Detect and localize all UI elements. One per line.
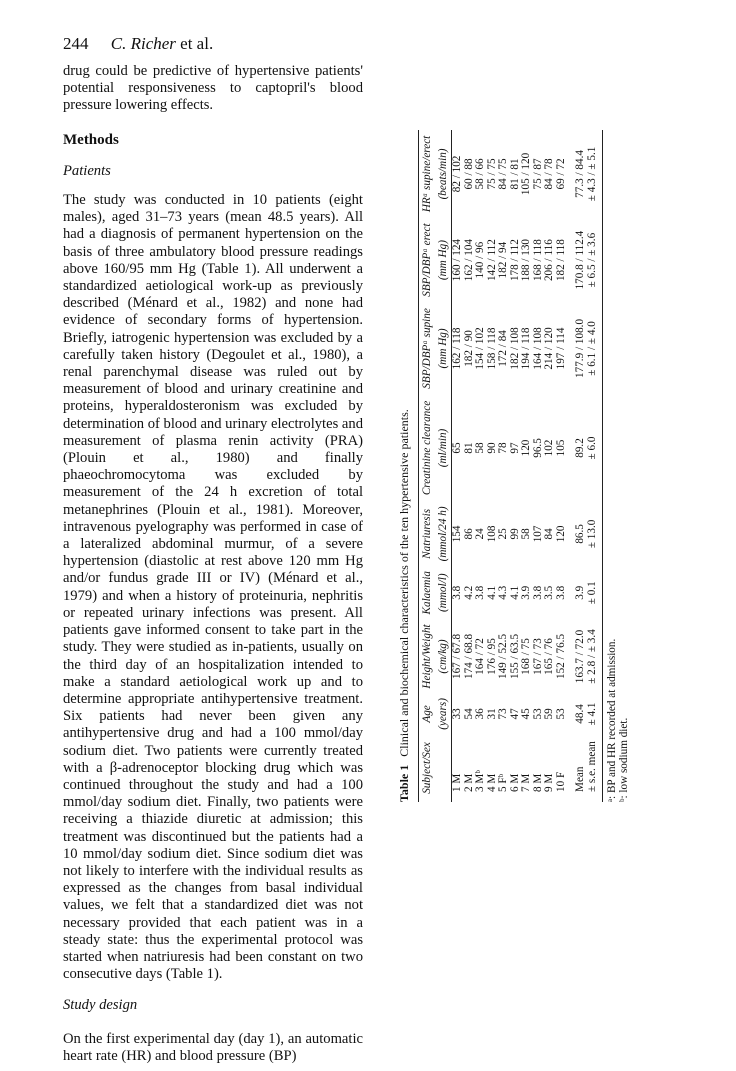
table-cell: 53	[531, 708, 544, 720]
column-unit: (years)	[435, 694, 452, 734]
table-cell: 5 Fᵇ	[497, 773, 509, 792]
table-cell: 165 / 76	[543, 638, 555, 675]
page-number: 244	[63, 34, 89, 53]
table-cell: 188 / 130	[520, 238, 532, 282]
table-caption-text: Clinical and biochemical characteristics of the ten hypertensive patients.	[397, 409, 411, 757]
author-name: C. Richer	[110, 34, 176, 53]
table-cell: 107	[531, 525, 544, 543]
table-cell: 58	[520, 528, 532, 540]
table-cell: 162 / 118	[451, 327, 463, 370]
mean-row	[575, 130, 587, 802]
table-cell: 81 / 81	[508, 158, 521, 190]
table-cell: 3 Mᵇ	[474, 770, 486, 792]
table-cell: 182 / 94	[497, 241, 509, 279]
table-cell: 2 M	[462, 773, 475, 792]
table-cell: 99	[508, 528, 521, 540]
table-caption	[397, 130, 412, 802]
column-header: Height/Weight	[419, 619, 436, 694]
table-cell: 3.5	[543, 585, 555, 600]
table-cell: 108	[485, 525, 498, 543]
table-row	[487, 130, 499, 802]
table-cell: 7 M	[520, 773, 532, 792]
table-cell: 194 / 118	[520, 327, 532, 370]
table-cell: ± 6.0	[587, 395, 603, 502]
study-design-heading: Study design	[63, 997, 138, 1014]
table-row	[556, 130, 568, 802]
patients-paragraph	[63, 192, 363, 983]
table-cell: 53	[554, 708, 567, 720]
table-cell: 182 / 118	[554, 239, 567, 282]
table-cell: ± 4.1	[587, 694, 603, 734]
table-cell: 58	[474, 442, 486, 454]
table-cell: 8 M	[531, 773, 544, 792]
table-cell: 60 / 88	[462, 158, 475, 190]
table-row	[544, 130, 556, 802]
table-cell: ± 6.1 / ± 4.0	[587, 302, 603, 394]
intro-paragraph	[63, 63, 363, 115]
table-cell: 54	[462, 708, 475, 720]
table-cell: 3.9	[520, 585, 532, 600]
column-header: Subject/Sex	[419, 734, 436, 802]
table-cell: 206 / 116	[543, 239, 555, 282]
table-cell: 75 / 87	[531, 158, 544, 190]
table-cell: 155 / 63.5	[508, 633, 521, 679]
table-cell: 182 / 90	[462, 330, 475, 367]
table-cell: 105 / 120	[520, 152, 532, 196]
patients-text: The study was conducted in 10 patients (eight males), aged 31–73 years (mean 48.5 years). All had a diagnosis of permanent hypertension on the basis of three ambulatory blood pressure readings above 160/95 mm Hg (Table 1). All underwent a standardized aetiological work-up as previously described (Ménard et al., 1982) and none had evidence of secondary forms of hypertension. Briefly, iatrogenic hypertension was excluded by a carefully taken history (Degoulet et al., 1980), a renal parenchymal disease was ruled out by measurement of blood and urinary creatinine and proteins, hyperaldosteronism was excluded by determination of blood and urinary electrolytes and measurement of plasma renin activity (PRA) (Plouin et al., 1980) and finally phaeochromocytoma was excluded by measurement of the 24 h excretion of total metanephrines (Plouin et al., 1981). Moreover, intravenous pyelography was performed in case of a lateralized abdominal murmur, of a severe hypertension (diastolic at rest above 120 mm Hg and/or fundus grade III or IV) (Ménard et al., 1979) and when a history of proteinuria, nephritis or repeated urinary infections was present. All patients gave informed consent to take part in the study. They were studied as in-patients, usually on the third day of an hospitalization intended to make a standard aetiological work up and to determine appropriate antihypertensive treatment. Six patients had never been given any antihypertensive drug and had a 100 mmol/day sodium diet. Two patients were currently treated with a β-adrenoceptor blocking drug which was continued throughout the study and had a 100 mmol/day sodium diet. Finally, two patients were receiving a thiazide diuretic at admission; this treatment was discontinued but the patients had a 10 mmol/day sodium diet. Since sodium diet was not likely to interfere with the individual results as expressed as the changes from basal individual values, we felt that a standardized diet was not necessary provided that each patient was in a steady state: thus the experimental protocol was started when natriuresis had been constant on two consecutive days (Table 1).	[63, 192, 363, 983]
column-unit: (mm Hg)	[435, 302, 452, 394]
table-cell: 31	[485, 708, 498, 720]
table-cell: 160 / 124	[451, 238, 463, 282]
table-cell: 178 / 112	[508, 239, 521, 282]
column-header: Age	[419, 694, 436, 734]
table-cell: 3.8	[451, 585, 463, 600]
column-header: SBP/DBPᵃ erect	[419, 218, 436, 302]
column-unit: (mmol/24 h)	[435, 501, 452, 566]
table-cell: 105	[554, 439, 567, 457]
table-cell: 158 / 118	[485, 327, 498, 370]
author-suffix: et al.	[180, 34, 214, 53]
table-row	[521, 130, 533, 802]
table-cell: 82 / 102	[451, 155, 463, 193]
table-label: Table 1	[397, 764, 411, 802]
table-cell: 4 M	[485, 773, 498, 792]
table-cell: 3.8	[474, 585, 486, 600]
table-cell: 197 / 114	[554, 327, 567, 370]
table-cell: 154	[451, 525, 463, 543]
column-unit: (cm/kg)	[435, 619, 452, 694]
table-cell: 86	[462, 528, 475, 540]
table-cell: 167 / 73	[531, 638, 544, 675]
table-cell: 3.8	[554, 585, 567, 600]
table-cell: 182 / 108	[508, 327, 521, 370]
table-cell: ± 4.3 / ± 5.1	[587, 130, 603, 218]
table-cell: 177.9 / 108.0	[574, 318, 586, 378]
table-row	[464, 130, 476, 802]
table-cell: 164 / 108	[531, 327, 544, 370]
table-cell: 4.3	[497, 585, 509, 600]
table-cell: 102	[543, 439, 555, 457]
table-cell: 45	[520, 708, 532, 720]
table-cell: 73	[497, 708, 509, 720]
table-cell: 84	[543, 528, 555, 540]
column-unit: (ml/min)	[435, 395, 452, 502]
table-cell: 1 M	[451, 773, 463, 792]
table-cell: ± 6.5 / ± 3.6	[587, 218, 603, 302]
table-cell: 89.2	[574, 438, 586, 458]
footnote-b: ᵇ: low sodium diet.	[618, 717, 630, 802]
table-cell: 59	[543, 708, 555, 720]
table-cell: 167 / 67.8	[451, 633, 463, 679]
running-header	[63, 34, 213, 54]
running-author	[111, 34, 213, 53]
table-cell: 6 M	[508, 773, 521, 792]
column-header: Creatinine clearance	[419, 395, 436, 502]
table-cell: 65	[451, 442, 463, 454]
table-cell: ± 0.1	[587, 566, 603, 619]
table-cell: 77.3 / 84.4	[574, 150, 586, 198]
table-cell: ± s.e. mean	[587, 734, 603, 802]
table-cell: 90	[485, 442, 498, 454]
table-cell: 3.9	[574, 585, 586, 600]
table-cell: 81	[462, 442, 475, 454]
table-cell: 120	[520, 439, 532, 457]
table-cell: 84 / 75	[497, 158, 509, 190]
table-cell: 174 / 68.8	[462, 633, 475, 679]
column-unit: (mm Hg)	[435, 218, 452, 302]
table-cell: 97	[508, 442, 521, 454]
column-unit: (beats/min)	[435, 130, 452, 218]
table-cell: ± 13.0	[587, 501, 603, 566]
column-header: Kalaemia	[419, 566, 436, 619]
table-row	[533, 130, 545, 802]
methods-heading: Methods	[63, 131, 119, 148]
table-cell: 78	[497, 442, 509, 454]
table-cell: 4.1	[508, 585, 521, 600]
column-header: HRᵃ supine/erect	[419, 130, 436, 218]
table-cell: 176 / 95	[485, 638, 498, 675]
characteristics-table	[418, 130, 603, 802]
table-cell: 140 / 96	[474, 241, 486, 279]
column-header: SBP/DBPᵃ supine	[419, 302, 436, 394]
table-cell: 162 / 104	[462, 238, 475, 282]
table-cell: 75 / 75	[485, 158, 498, 190]
sem-row	[587, 130, 603, 802]
table-cell: 96.5	[531, 438, 544, 458]
column-header: Natriuresis	[419, 501, 436, 566]
table-cell: 24	[474, 528, 486, 540]
table-cell: 4.1	[485, 585, 498, 600]
intro-text: drug could be predictive of hypertensive patients' potential responsiveness to captopril's blood pressure lowering effects.	[63, 63, 363, 114]
table-row	[498, 130, 510, 802]
table-cell: ± 2.8 / ± 3.4	[587, 619, 603, 694]
table-cell: 25	[497, 528, 509, 540]
table-cell: 58 / 66	[474, 158, 486, 190]
table-cell: 10 F	[554, 771, 567, 792]
study-design-paragraph	[63, 1031, 363, 1065]
table-cell: 172 / 84	[497, 330, 509, 367]
table-cell: 33	[451, 708, 463, 720]
column-unit	[435, 734, 452, 802]
table-cell: 4.2	[462, 585, 475, 600]
table-cell: 149 / 52.5	[497, 633, 509, 679]
table-cell: 168 / 118	[531, 239, 544, 282]
table-cell: 47	[508, 708, 521, 720]
footnote-a: ᵃ: BP and HR recorded at admission.	[606, 638, 618, 802]
table-cell: 214 / 120	[543, 327, 555, 370]
table-cell: 69 / 72	[554, 158, 567, 190]
table-cell: 163.7 / 72.0	[574, 629, 586, 684]
study-design-text: On the first experimental day (day 1), an automatic heart rate (HR) and blood pressure (BP)	[63, 1030, 363, 1064]
table-cell: 142 / 112	[485, 239, 498, 282]
table-cell: Mean	[574, 766, 586, 792]
column-unit: (mmol/l)	[435, 566, 452, 619]
table-cell: 120	[554, 525, 567, 543]
patients-heading: Patients	[63, 162, 111, 179]
table-row	[452, 130, 464, 802]
table-cell: 3.8	[531, 585, 544, 600]
table-row	[510, 130, 522, 802]
table-cell: 170.8 / 112.4	[574, 230, 586, 290]
table-cell: 9 M	[543, 773, 555, 792]
table-cell: 164 / 72	[474, 638, 486, 675]
table-cell: 86.5	[574, 524, 586, 544]
table-cell: 48.4	[574, 704, 586, 724]
table-cell: 36	[474, 708, 486, 720]
table-cell: 154 / 102	[474, 327, 486, 370]
table-cell: 152 / 76.5	[554, 633, 567, 679]
table-cell: 168 / 75	[520, 638, 532, 675]
table-row	[475, 130, 487, 802]
text-column	[63, 63, 363, 1065]
table-footnotes	[606, 130, 630, 802]
table-1	[395, 130, 695, 802]
table-cell: 84 / 78	[543, 158, 555, 190]
